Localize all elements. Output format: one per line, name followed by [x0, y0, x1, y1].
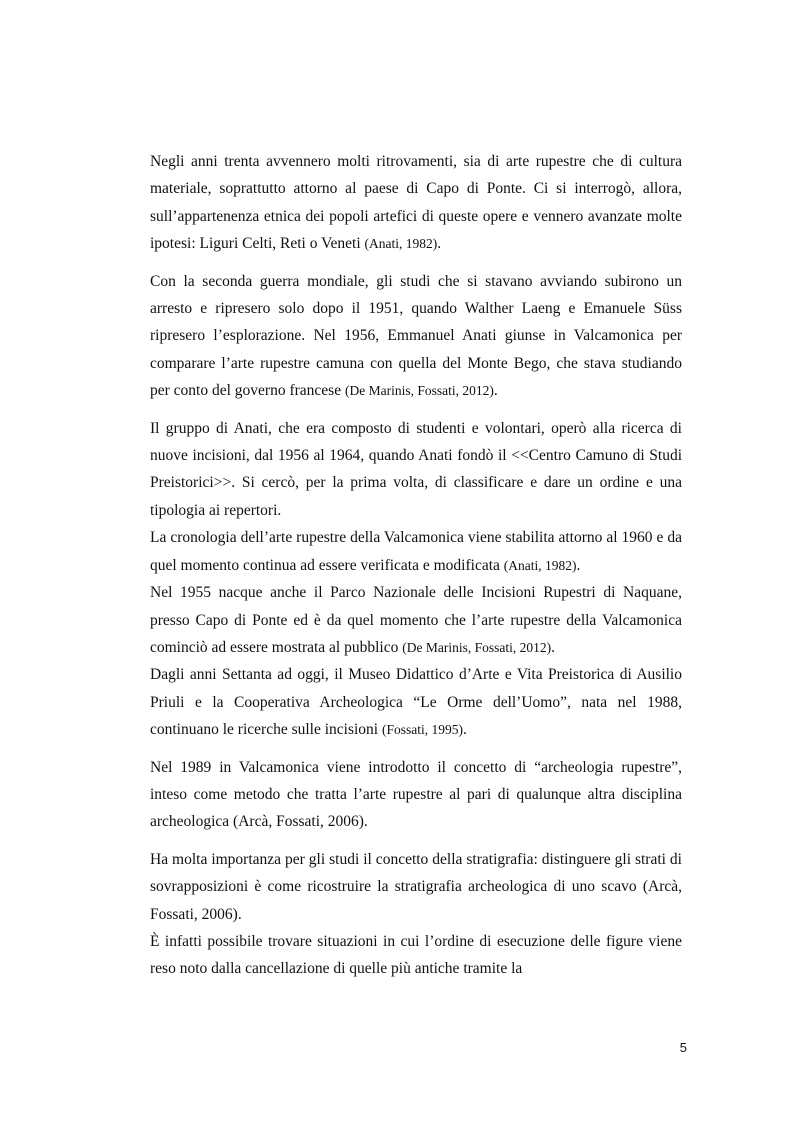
paragraph-6: Dagli anni Settanta ad oggi, il Museo Didattico d’Arte e Vita Preistorica di Ausilio Priuli e la Cooperativa Archeologica “Le Orme dell’Uomo”, nata nel 1988, continuano le ricerche sulle incisioni (Fossati, 1995).: [150, 666, 682, 739]
citation: (Anati, 1982): [364, 236, 438, 252]
page-number: 5: [679, 1040, 687, 1055]
paragraph-1: Negli anni trenta avvennero molti ritrovamenti, sia di arte rupestre che di cultura materiale, soprattutto attorno al paese di Capo di Ponte. Ci si interrogò, allora, sull’appartenenza etnica dei popoli artefici di queste opere e vennero avanzate molte ipotesi: Liguri Celti, Reti o Veneti (Anati, 1982).: [150, 153, 682, 253]
paragraph-8: Ha molta importanza per gli studi il concetto della stratigrafia: distinguere gli strati di sovrapposizioni è come ricostruire la stratigrafia archeologica di uno scavo (Arcà, Fossati, 2006).: [150, 850, 682, 923]
paragraph-2: Con la seconda guerra mondiale, gli studi che si stavano avviando subirono un arresto e ripresero solo dopo il 1951, quando Walther Laeng e Emanuele Süss ripresero l’esplorazione. Nel 1956, Emmanuel Anati giunse in Valcamonica per comparare l’arte rupestre camuna con quella del Monte Bego, che stava studiando per conto del governo francese (De Marinis, Fossati, 2012).: [150, 272, 682, 400]
paragraph-7: Nel 1989 in Valcamonica viene introdotto il concetto di “archeologia rupestre”, inteso come metodo che tratta l’arte rupestre al pari di qualunque altra disciplina archeologica (Arcà, Fossati, 2006).: [150, 758, 682, 831]
citation: (De Marinis, Fossati, 2012): [344, 383, 494, 399]
paragraph-3: Il gruppo di Anati, che era composto di studenti e volontari, operò alla ricerca di nuove incisioni, dal 1956 al 1964, quando Anati fondò il <<Centro Camuno di Studi Preistorici>>. Si cercò, per la prima volta, di classificare e dare un ordine e una tipologia ai repertori.: [150, 419, 682, 519]
body-text: [150, 148, 682, 983]
citation: (Anati, 1982): [503, 557, 577, 573]
paragraph-4: La cronologia dell’arte rupestre della Valcamonica viene stabilita attorno al 1960 e da quel momento continua ad essere verificata e modificata (Anati, 1982).: [150, 529, 682, 574]
paragraph-5: Nel 1955 nacque anche il Parco Nazionale delle Incisioni Rupestri di Naquane, presso Capo di Ponte ed è da quel momento che l’arte rupestre della Valcamonica cominciò ad essere mostrata al pubblico (De Marinis, Fossati, 2012).: [150, 584, 682, 656]
citation: (Fossati, 1995): [382, 722, 463, 738]
paragraph-9: È infatti possibile trovare situazioni in cui l’ordine di esecuzione delle figure viene reso noto dalla cancellazione di quelle più antiche tramite la: [150, 932, 682, 978]
citation: (De Marinis, Fossati, 2012): [402, 639, 552, 655]
